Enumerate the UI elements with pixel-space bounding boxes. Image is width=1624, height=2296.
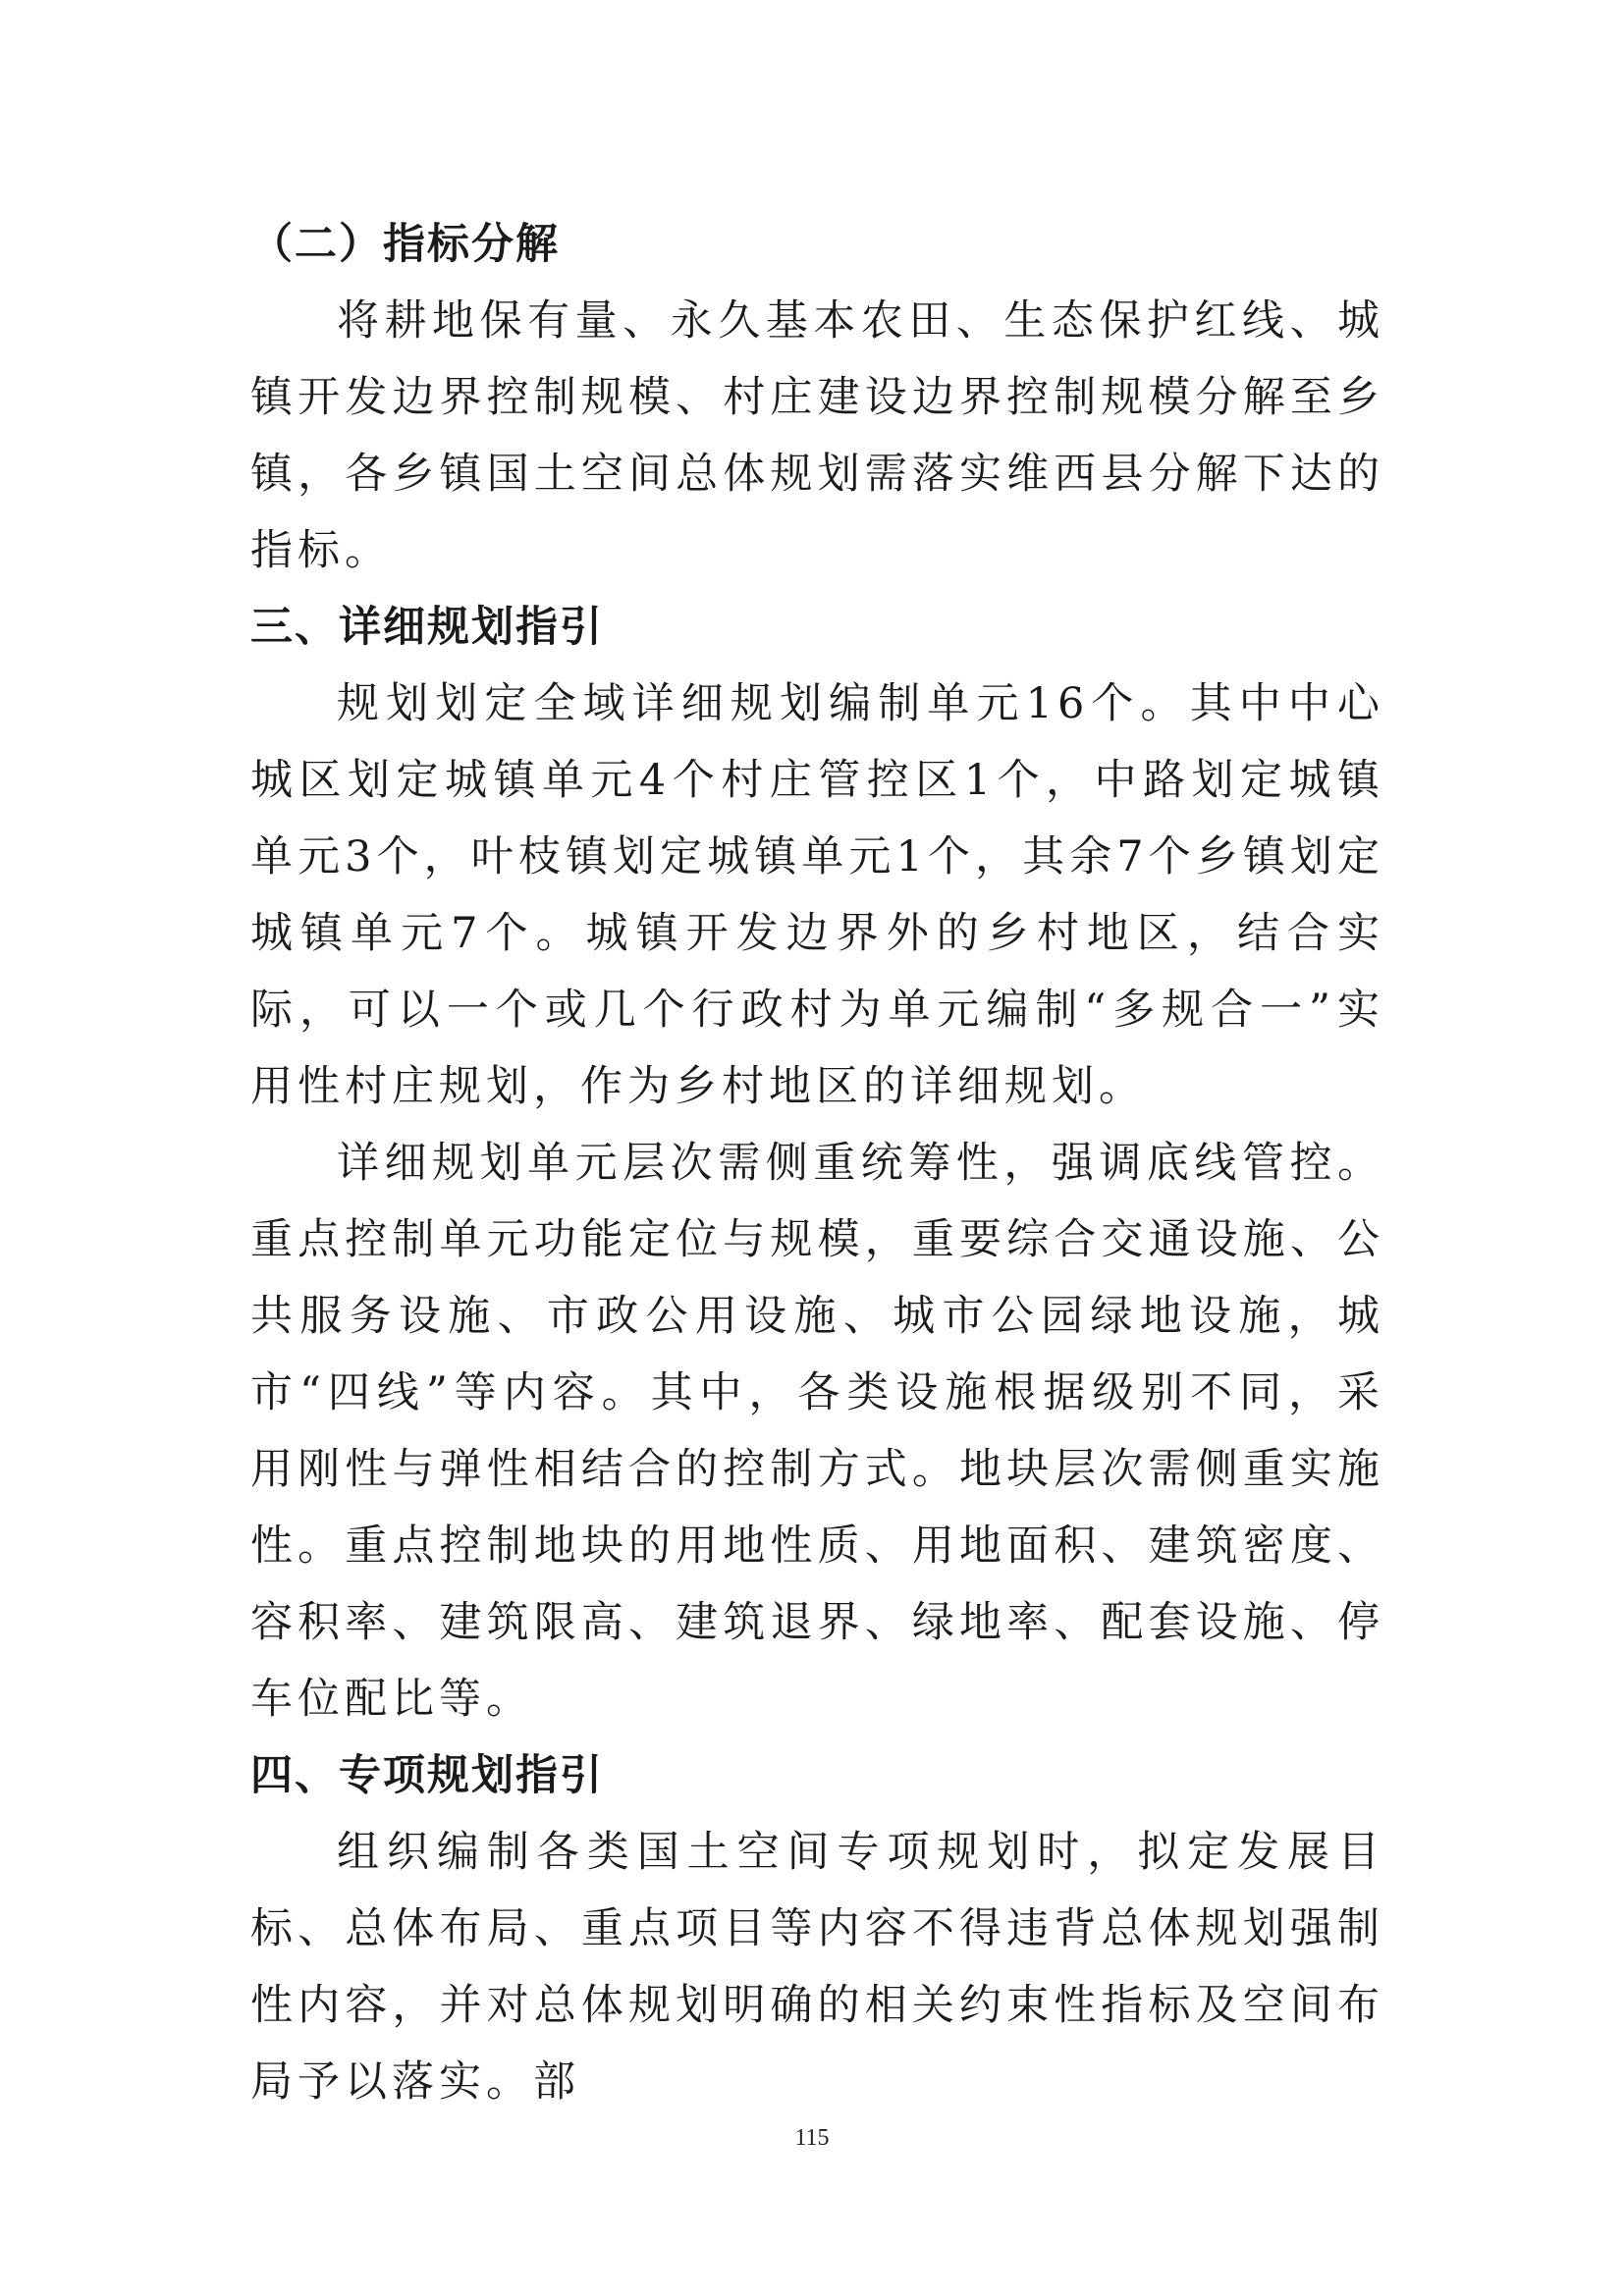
paragraph-detailed-planning-control: 详细规划单元层次需侧重统筹性，强调底线管控。重点控制单元功能定位与规模，重要综合交通设施、公共服务设施、市政公用设施、城市公园绿地设施，城市“四线”等内容。其中，各类设施根据级别不同，采用刚性与弹性相结合的控制方式。地块层次需侧重实施性。重点控制地块的用地性质、用地面积、建筑密度、容积率、建筑限高、建筑退界、绿地率、配套设施、停车位配比等。 xyxy=(250,1139,1384,1724)
paragraph-indicator-breakdown: 将耕地保有量、永久基本农田、生态保护红线、城镇开发边界控制规模、村庄建设边界控制规模分解至乡镇，各乡镇国土空间总体规划需落实维西县分解下达的指标。 xyxy=(250,296,1384,575)
paragraph-detailed-planning-units: 规划划定全域详细规划编制单元16个。其中中心城区划定城镇单元4个村庄管控区1个，中路划定城镇单元3个，叶枝镇划定城镇单元1个，其余7个乡镇划定城镇单元7个。城镇开发边界外的乡村地区，结合实际，可以一个或几个行政村为单元编制“多规合一”实用性村庄规划，作为乡村地区的详细规划。 xyxy=(250,679,1384,1111)
page-content xyxy=(250,206,1384,2120)
section-heading-indicator-breakdown: （二）指标分解 xyxy=(250,220,560,269)
section-heading-detailed-planning: 三、详细规划指引 xyxy=(250,603,604,652)
page-number: 115 xyxy=(794,2125,830,2151)
section-heading-special-planning: 四、专项规划指引 xyxy=(250,1751,604,1800)
paragraph-special-planning: 组织编制各类国土空间专项规划时，拟定发展目标、总体布局、重点项目等内容不得违背总体规划强制性内容，并对总体规划明确的相关约束性指标及空间布局予以落实。部 xyxy=(250,1828,1384,2107)
